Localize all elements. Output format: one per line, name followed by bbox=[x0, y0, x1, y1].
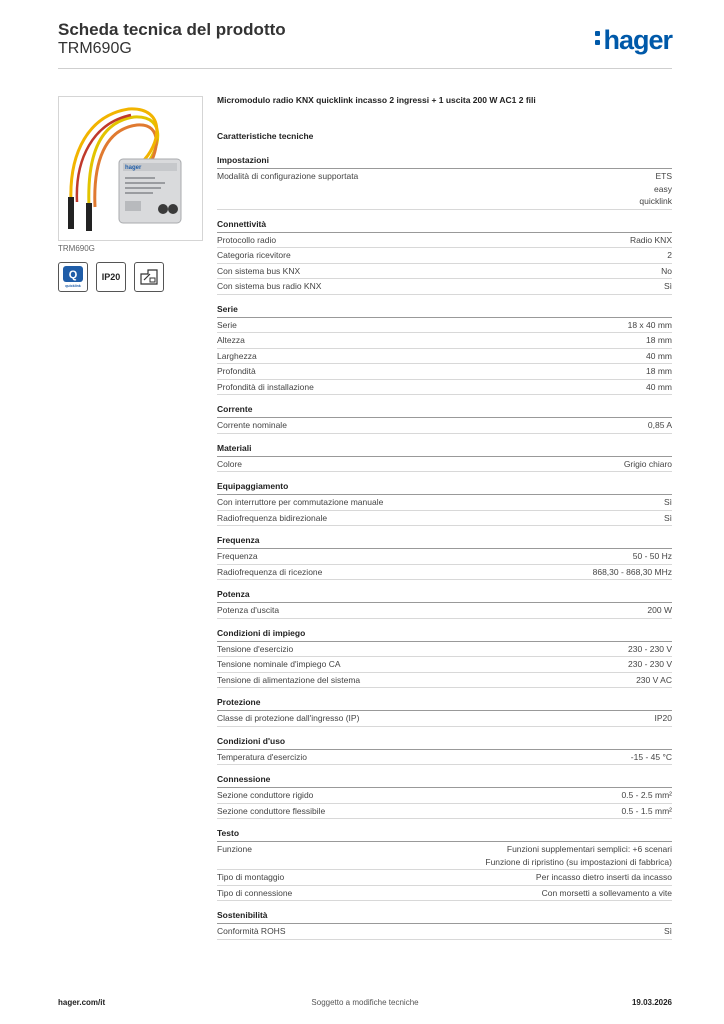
spec-value: Per incasso dietro inserti da incasso bbox=[535, 872, 672, 882]
spec-group bbox=[217, 303, 672, 396]
spec-value: IP20 bbox=[654, 713, 672, 723]
spec-row bbox=[217, 264, 672, 280]
spec-row bbox=[217, 248, 672, 264]
spec-row bbox=[217, 279, 672, 295]
spec-group-title: Potenza bbox=[217, 588, 672, 603]
product-title: Micromodulo radio KNX quicklink incasso 2 ingressi + 1 uscita 200 W AC1 2 fili bbox=[217, 95, 536, 105]
spec-group-title: Sostenibilità bbox=[217, 909, 672, 924]
spec-row bbox=[217, 565, 672, 581]
spec-row bbox=[217, 318, 672, 334]
page-header bbox=[58, 20, 672, 69]
spec-value: 18 x 40 mm bbox=[627, 319, 672, 330]
logo-text: hager bbox=[603, 25, 672, 55]
spec-label: Tipo di connessione bbox=[217, 887, 293, 898]
spec-label: Con sistema bus radio KNX bbox=[217, 281, 322, 291]
spec-group bbox=[217, 627, 672, 689]
spec-label: Altezza bbox=[217, 335, 245, 345]
spec-row bbox=[217, 642, 672, 658]
spec-label: Protocollo radio bbox=[217, 234, 277, 245]
spec-row bbox=[217, 804, 672, 820]
micromodule-illustration bbox=[59, 97, 202, 240]
spec-value: Grigio chiaro bbox=[623, 458, 672, 469]
page-title: Scheda tecnica del prodotto bbox=[58, 20, 286, 39]
spec-label: Frequenza bbox=[217, 551, 258, 561]
spec-value: Radio KNX bbox=[629, 234, 672, 245]
spec-group-title: Protezione bbox=[217, 696, 672, 711]
quicklink-icon bbox=[58, 262, 88, 292]
spec-row bbox=[217, 333, 672, 349]
spec-label: Tipo di montaggio bbox=[217, 872, 285, 882]
product-code: TRM690G bbox=[58, 40, 132, 57]
spec-value: 230 - 230 V bbox=[628, 659, 672, 669]
spec-label: Profondità di installazione bbox=[217, 381, 314, 392]
spec-row bbox=[217, 364, 672, 380]
spec-label: Con sistema bus KNX bbox=[217, 265, 301, 276]
footer-website[interactable]: hager.com/it bbox=[58, 998, 106, 1007]
spec-row bbox=[217, 549, 672, 565]
spec-label: Tensione di alimentazione del sistema bbox=[217, 674, 361, 685]
spec-value: 40 mm bbox=[646, 381, 672, 392]
spec-row bbox=[217, 603, 672, 619]
spec-group bbox=[217, 735, 672, 766]
spec-label: Potenza d'uscita bbox=[217, 605, 280, 615]
spec-row bbox=[217, 870, 672, 886]
spec-label: Colore bbox=[217, 458, 243, 469]
spec-label: Larghezza bbox=[217, 350, 257, 361]
spec-group bbox=[217, 403, 672, 434]
quicklink-label: quicklink bbox=[65, 284, 81, 288]
spec-value: 50 - 50 Hz bbox=[632, 551, 672, 561]
spec-group bbox=[217, 154, 672, 210]
spec-value: Sì bbox=[663, 926, 672, 936]
spec-value: 2 bbox=[667, 250, 672, 260]
spec-row bbox=[217, 711, 672, 727]
spec-row bbox=[217, 788, 672, 804]
spec-label: Con interruttore per commutazione manuale bbox=[217, 497, 384, 507]
image-caption: TRM690G bbox=[58, 244, 95, 253]
spec-value: -15 - 45 °C bbox=[630, 751, 672, 762]
spec-label: Radiofrequenza bidirezionale bbox=[217, 512, 328, 523]
spec-group bbox=[217, 218, 672, 295]
spec-group-title: Condizioni d'uso bbox=[217, 735, 672, 750]
spec-value: Sì bbox=[663, 512, 672, 523]
spec-group bbox=[217, 696, 672, 727]
spec-row bbox=[217, 842, 672, 870]
spec-row bbox=[217, 657, 672, 673]
spec-row bbox=[217, 511, 672, 527]
spec-row bbox=[217, 380, 672, 396]
spec-group bbox=[217, 588, 672, 619]
spec-group-title: Equipaggiamento bbox=[217, 480, 672, 495]
footer-date: 19.03.2026 bbox=[631, 998, 672, 1007]
spec-group-title: Testo bbox=[217, 827, 672, 842]
hager-logo[interactable] bbox=[595, 26, 672, 54]
spec-label: Funzione bbox=[217, 844, 252, 854]
product-image bbox=[58, 96, 203, 241]
spec-group-title: Connettività bbox=[217, 218, 672, 233]
spec-label: Sezione conduttore rigido bbox=[217, 790, 314, 800]
spec-group-title: Connessione bbox=[217, 773, 672, 788]
spec-value: Sì bbox=[663, 281, 672, 291]
spec-group-title: Condizioni di impiego bbox=[217, 627, 672, 642]
spec-value: Con morsetti a sollevamento a vite bbox=[541, 887, 672, 898]
spec-value: 40 mm bbox=[646, 350, 672, 361]
svg-text:Q: Q bbox=[68, 269, 78, 281]
footer-notice: Soggetto a modifiche tecniche bbox=[311, 998, 419, 1007]
spec-row bbox=[217, 418, 672, 434]
spec-label: Profondità bbox=[217, 366, 256, 376]
spec-label: Conformità ROHS bbox=[217, 926, 286, 936]
certification-badges bbox=[58, 262, 164, 292]
section-caption: Caratteristiche tecniche bbox=[217, 131, 314, 141]
spec-value: Sì bbox=[663, 497, 672, 507]
spec-label: Serie bbox=[217, 319, 237, 330]
spec-label: Corrente nominale bbox=[217, 420, 287, 430]
spec-row bbox=[217, 495, 672, 511]
logo-dots-icon bbox=[595, 31, 601, 49]
spec-label: Categoria ricevitore bbox=[217, 250, 291, 260]
spec-label: Tensione nominale d'impiego CA bbox=[217, 659, 341, 669]
spec-label: Sezione conduttore flessibile bbox=[217, 805, 326, 816]
spec-group-title: Serie bbox=[217, 303, 672, 318]
spec-value: Funzioni supplementari semplici: +6 scenari Funzione di ripristino (su impostazioni di fabbrica) bbox=[485, 844, 672, 867]
spec-row bbox=[217, 349, 672, 365]
spec-groups bbox=[217, 154, 672, 940]
spec-row bbox=[217, 924, 672, 940]
spec-row bbox=[217, 169, 672, 210]
flush-mount-icon bbox=[134, 262, 164, 292]
spec-value: 200 W bbox=[647, 605, 672, 615]
spec-row bbox=[217, 233, 672, 249]
spec-group bbox=[217, 827, 672, 901]
spec-group bbox=[217, 909, 672, 940]
spec-label: Radiofrequenza di ricezione bbox=[217, 566, 323, 577]
spec-row bbox=[217, 886, 672, 902]
spec-value: 0,85 A bbox=[647, 420, 672, 430]
spec-value: 0.5 - 1.5 mm² bbox=[621, 805, 672, 816]
spec-value: 868,30 - 868,30 MHz bbox=[592, 566, 672, 577]
spec-label: Classe di protezione dall'ingresso (IP) bbox=[217, 713, 360, 723]
spec-label: Temperatura d'esercizio bbox=[217, 751, 307, 762]
spec-label: Modalità di configurazione supportata bbox=[217, 171, 359, 181]
spec-group-title: Impostazioni bbox=[217, 154, 672, 169]
spec-value: 18 mm bbox=[646, 366, 672, 376]
spec-value: ETS easy quicklink bbox=[639, 171, 672, 206]
spec-group-title: Frequenza bbox=[217, 534, 672, 549]
svg-text:hager: hager bbox=[125, 165, 142, 171]
spec-value: 0.5 - 2.5 mm² bbox=[621, 790, 672, 800]
ip20-label: IP20 bbox=[101, 272, 121, 282]
ip20-icon bbox=[96, 262, 126, 292]
spec-row bbox=[217, 457, 672, 473]
spec-label: Tensione d'esercizio bbox=[217, 643, 294, 654]
spec-group bbox=[217, 773, 672, 819]
spec-group bbox=[217, 480, 672, 526]
spec-value: No bbox=[661, 265, 672, 276]
technical-specs bbox=[217, 94, 672, 948]
spec-row bbox=[217, 673, 672, 689]
spec-group-title: Materiali bbox=[217, 442, 672, 457]
spec-group-title: Corrente bbox=[217, 403, 672, 418]
spec-value: 18 mm bbox=[646, 335, 672, 345]
spec-value: 230 V AC bbox=[636, 674, 672, 685]
spec-group bbox=[217, 442, 672, 473]
spec-group bbox=[217, 534, 672, 580]
spec-row bbox=[217, 750, 672, 766]
spec-value: 230 - 230 V bbox=[628, 643, 672, 654]
